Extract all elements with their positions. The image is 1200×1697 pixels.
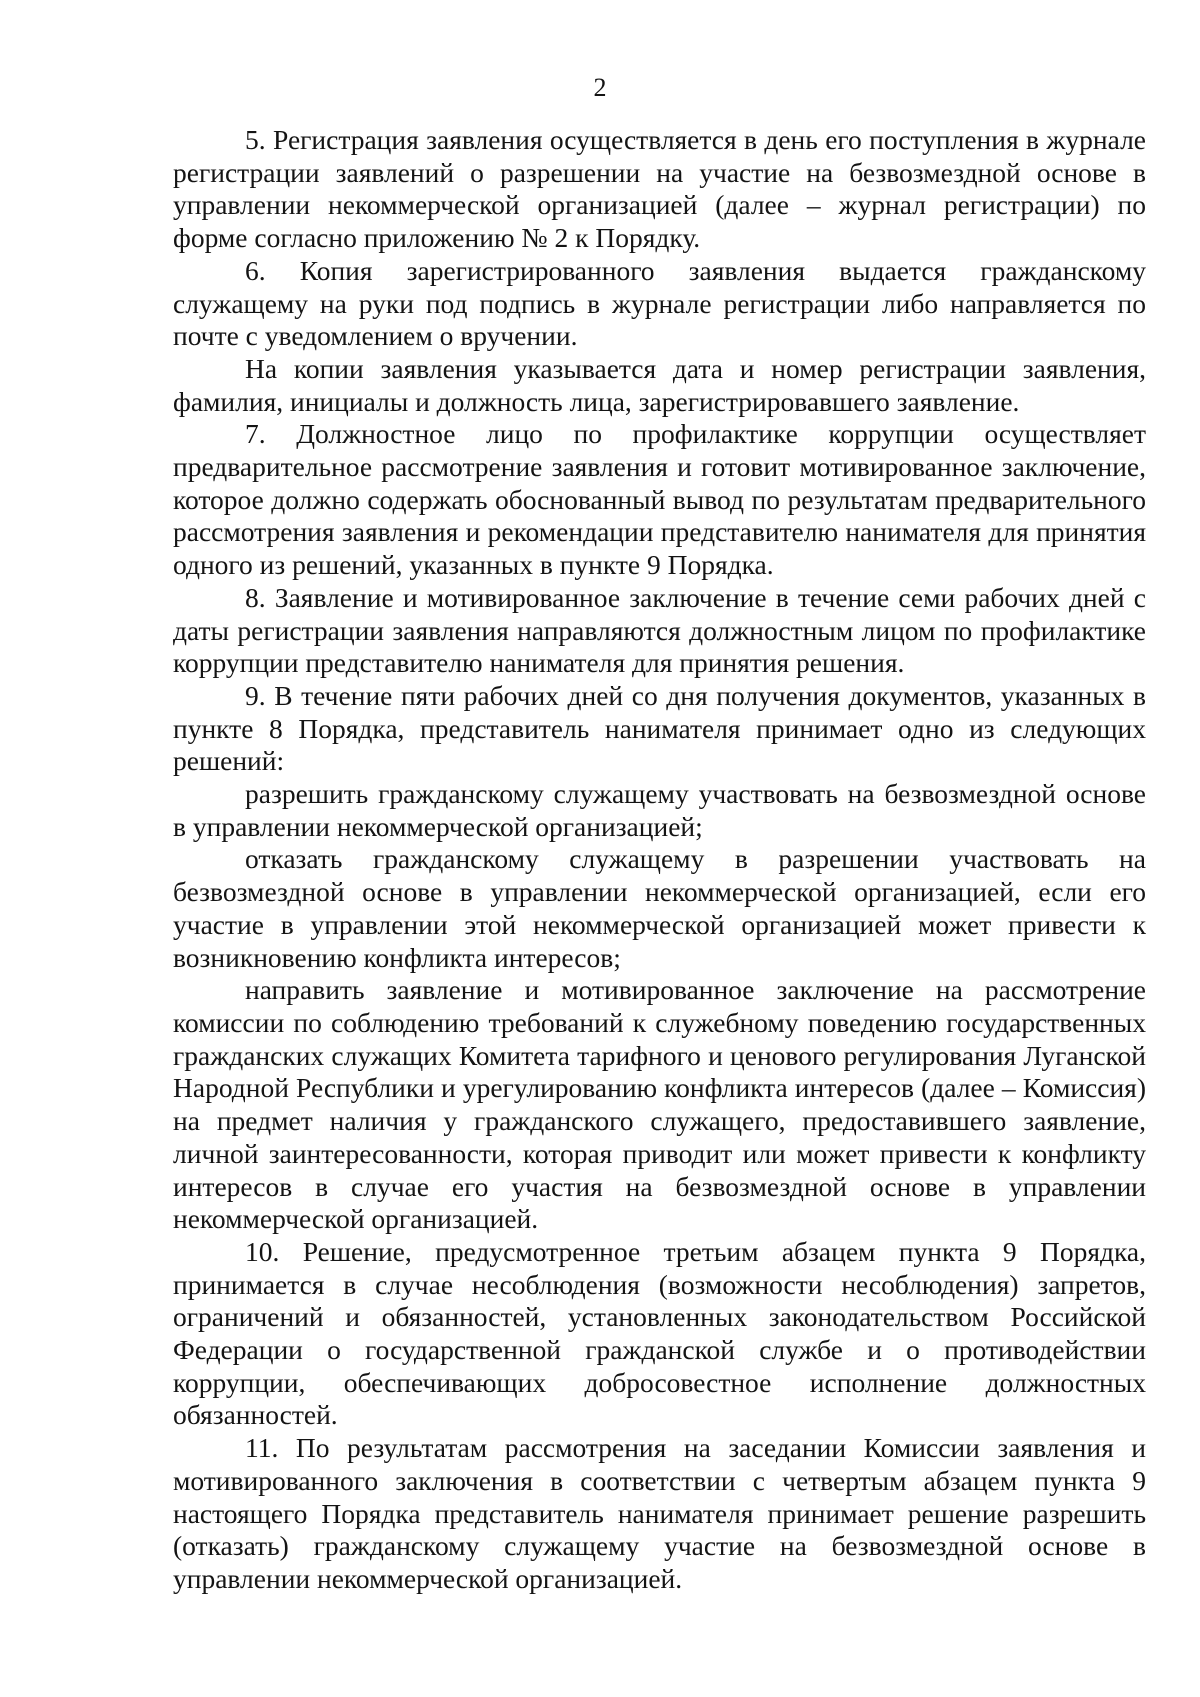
paragraph-item-5: 5. Регистрация заявления осуществляется в день его поступления в журнале регистрации заявлений о разрешении на участие на безвозмездной основе в управлении некоммерческой организацией (далее – журнал регистрации) по форме согласно приложению № 2 к Порядку.	[173, 124, 1146, 254]
document-body	[173, 124, 1146, 1596]
paragraph-decision-permit: разрешить гражданскому служащему участвовать на безвозмездной основе в управлении некоммерческой организацией;	[173, 778, 1146, 842]
paragraph-item-11: 11. По результатам рассмотрения на заседании Комиссии заявления и мотивированного заключения в соответствии с четвертым абзацем пункта 9 настоящего Порядка представитель нанимателя принимает решение разрешить (отказать) гражданскому служащему участие на безвозмездной основе в управлении некоммерческой организацией.	[173, 1432, 1146, 1594]
paragraph-decision-refuse: отказать гражданскому служащему в разрешении участвовать на безвозмездной основе в управлении некоммерческой организацией, если его участие в управлении этой некоммерческой организацией может привести к возникновению конфликта интересов;	[173, 843, 1146, 973]
paragraph-item-6-copy-details: На копии заявления указывается дата и номер регистрации заявления, фамилия, инициалы и должность лица, зарегистрировавшего заявление.	[173, 352, 1146, 417]
paragraph-decision-commission: направить заявление и мотивированное заключение на рассмотрение комиссии по соблюдению требований к служебному поведению государственных гражданских служащих Комитета тарифного и ценового регулирования Луганской Народной Республики и урегулированию конфликта интересов (далее – Комиссия) на предмет наличия у гражданского служащего, предоставившего заявление, личной заинтересованности, которая приводит или может привести к конфликту интересов в случае его участия на безвозмездной основе в управлении некоммерческой организацией.	[173, 974, 1146, 1235]
paragraph-item-7: 7. Должностное лицо по профилактике коррупции осуществляет предварительное рассмотрение заявления и готовит мотивированное заключение, которое должно содержать обоснованный вывод по результатам предварительного рассмотрения заявления и рекомендации представителю нанимателя для принятия одного из решений, указанных в пункте 9 Порядка.	[173, 418, 1146, 581]
paragraph-item-6: 6. Копия зарегистрированного заявления выдается гражданскому служащему на руки под подпись в журнале регистрации либо направляется по почте с уведомлением о вручении.	[173, 254, 1146, 352]
paragraph-item-10: 10. Решение, предусмотренное третьим абзацем пункта 9 Порядка, принимается в случае несоблюдения (возможности несоблюдения) запретов, ограничений и обязанностей, установленных законодательством Российской Федерации о государственной гражданской службе и о противодействии коррупции, обеспечивающих добросовестное исполнение должностных обязанностей.	[173, 1235, 1146, 1431]
paragraph-item-9: 9. В течение пяти рабочих дней со дня получения документов, указанных в пункте 8 Порядка, представитель нанимателя принимает одно из следующих решений:	[173, 679, 1146, 777]
paragraph-item-8: 8. Заявление и мотивированное заключение в течение семи рабочих дней с даты регистрации заявления направляются должностным лицом по профилактике коррупции представителю нанимателя для принятия решения.	[173, 581, 1146, 679]
page-number: 2	[593, 73, 607, 102]
